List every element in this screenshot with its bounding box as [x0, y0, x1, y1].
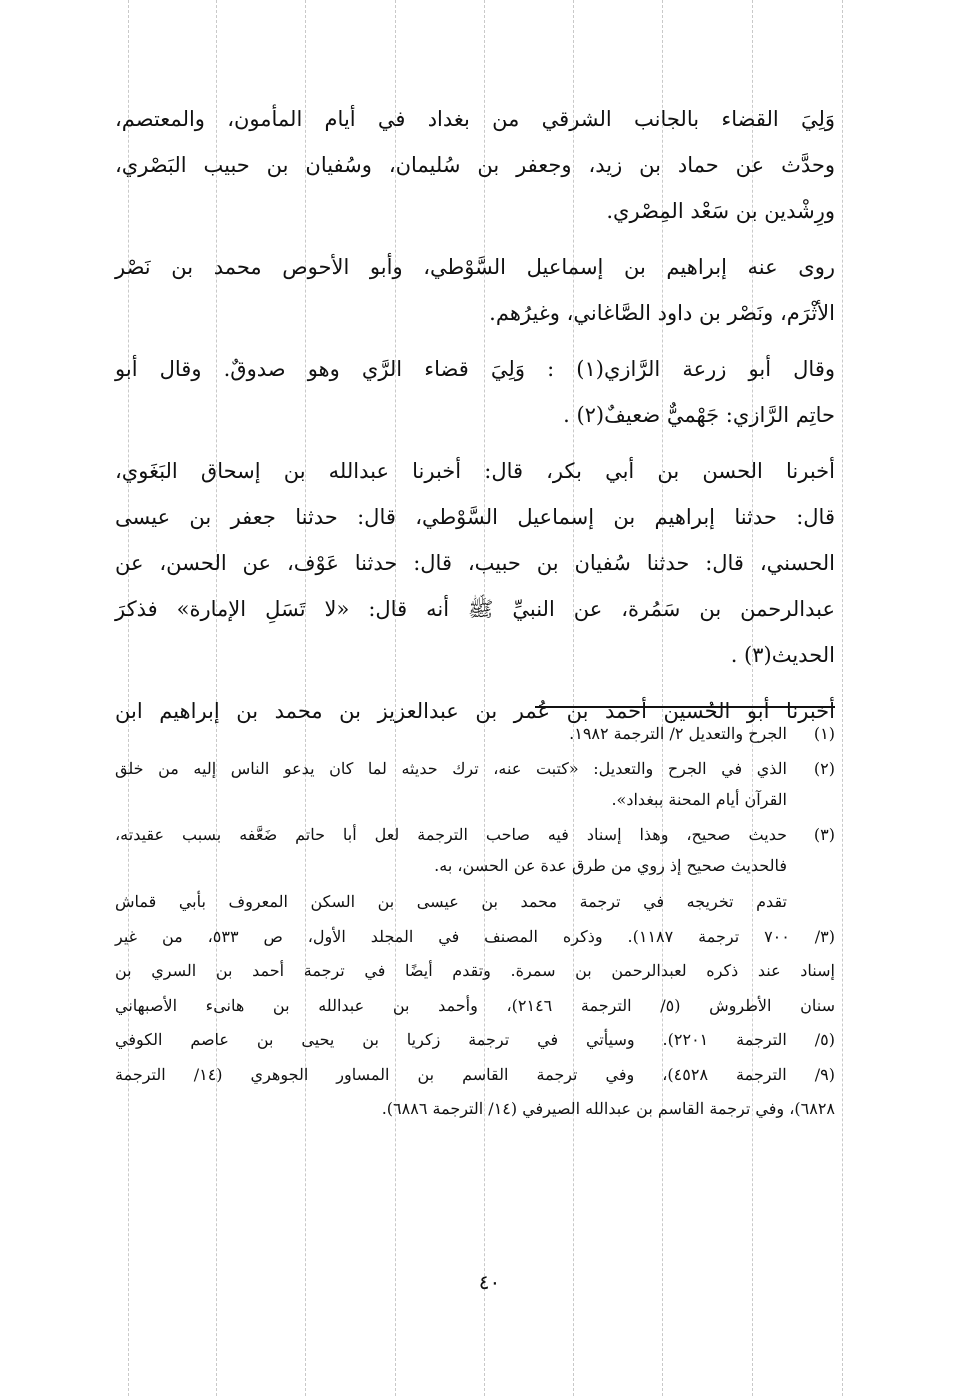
footnote-line: الجرح والتعديل ٢/ الترجمة ١٩٨٢.: [569, 724, 787, 743]
footnote-body: [115, 718, 787, 749]
footnote-line: تقدم تخريجه في ترجمة محمد بن عيسى بن السكن المعروف بأبي قماش: [115, 892, 787, 911]
text-line: الحسني، قال: حدثنا سُفيان بن حبيب، قال: حدثنا عَوْف، عن الحسن، عن: [115, 551, 835, 575]
footnote-continuation: [115, 885, 835, 1127]
text-line: وقال أبو زرعة الرَّازي(١) : وَلِيَ قضاء الرَّي وهو صدوقٌ. وقال أبو: [115, 357, 835, 381]
text-line: قال: حدثنا إبراهيم بن إسماعيل السَّوْطي، قال: حدثنا جعفر بن عيسى: [115, 505, 835, 529]
footnote-number: (١): [813, 724, 835, 743]
footnote-line: فالحديث صحيح إذ روي من طرق عدة عن الحسن، به.: [434, 856, 787, 875]
text-line: وحدَّث عن حماد بن زيد، وجعفر بن سُليمان، وسُفيان بن حبيب البَصْري،: [115, 153, 835, 177]
text-line: وَلِيَ القضاء بالجانب الشرقي من بغداد في أيام المأمون، والمعتصم،: [115, 107, 835, 131]
footnote-body: [115, 753, 787, 815]
footnote-separator: [535, 706, 835, 708]
text-line: حاتِم الرَّازي: جَهْميٌّ ضعيفٌ(٢) .: [563, 403, 835, 427]
page-number: ٤٠: [478, 1270, 501, 1294]
footnotes: [115, 718, 835, 1127]
text-line: روى عنه إبراهيم بن إسماعيل السَّوْطي، وأبو الأحوص محمد بن نَصْر: [115, 255, 835, 279]
footnote-line: حديث صحيح، وهذا إسناد فيه صاحب الترجمة لعل أبا حاتم ضَعَّفه بسبب عقيدته،: [115, 825, 787, 844]
text-line: الأثْرَم، ونَصْر بن داود الصَّاغاني، وغيرُهم.: [489, 301, 835, 325]
text-line: الحديث(٣) .: [730, 643, 835, 667]
text-line: ورِشْدين بن سَعْد المِصْري.: [606, 199, 835, 223]
footnote-line: (٩/ الترجمة ٤٥٢٨)، وفي ترجمة القاسم بن المساور الجوهري (١٤/ الترجمة: [115, 1064, 836, 1084]
footnote-line: الذي في الجرح والتعديل: «كتبت عنه، ترك حديثه لما كان يدعو الناس إليه من خلق: [115, 759, 787, 778]
footnote-body: [115, 819, 787, 881]
footnote-line: إسناد عند ذكره لعبدالرحمن بن سمرة. وتقدم أيضًا في ترجمة أحمد بن السري بن: [115, 961, 835, 980]
main-paragraph: [115, 346, 835, 438]
footnote-line: القرآن أيام المحنة ببغداد».: [611, 790, 787, 809]
footnote-line: (٣/ ٧٠٠ ترجمة ١١٨٧). وذكره المصنف في المجلد الأول، ص ٥٣٣، من غير: [115, 926, 836, 946]
main-paragraph: [115, 96, 835, 234]
main-text: [115, 96, 835, 744]
footnote-line: ٦٨٢٨)، وفي ترجمة القاسم بن عبدالله الصيرفي (١٤/ الترجمة ٦٨٨٦).: [381, 1099, 835, 1118]
main-paragraph: [115, 244, 835, 336]
text-line: أخبرنا الحسن بن أبي بكر، قال: أخبرنا عبدالله بن إسحاق البَغَوي،: [115, 459, 835, 483]
footnote-line: (٥/ الترجمة ٢٢٠١). وسيأتي في ترجمة زكريا بن يحيى بن عاصم الكوفي: [115, 1030, 835, 1049]
footnote: [115, 753, 835, 815]
footnote-number: (٢): [813, 759, 835, 778]
footnote-line: سنان الأطروش (٥/ الترجمة ٢١٤٦)، وأحمد بن عبدالله بن هانىء الأصبهاني: [115, 995, 835, 1015]
text-line: عبدالرحمن بن سَمُرة، عن النبيِّ ﷺ أنه قال: «لا تَسَلِ الإمارة» فذكرَ: [115, 597, 835, 621]
main-paragraph: [115, 448, 835, 678]
scan-guide-line: [842, 0, 843, 1396]
text-line: أخبرنا أبو الحُسين أحمد بن عُمر بن عبدالعزيز بن محمد بن إبراهيم ابن: [115, 699, 835, 723]
footnote: [115, 819, 835, 881]
footnote-number: (٣): [813, 825, 835, 844]
footnote: [115, 718, 835, 749]
